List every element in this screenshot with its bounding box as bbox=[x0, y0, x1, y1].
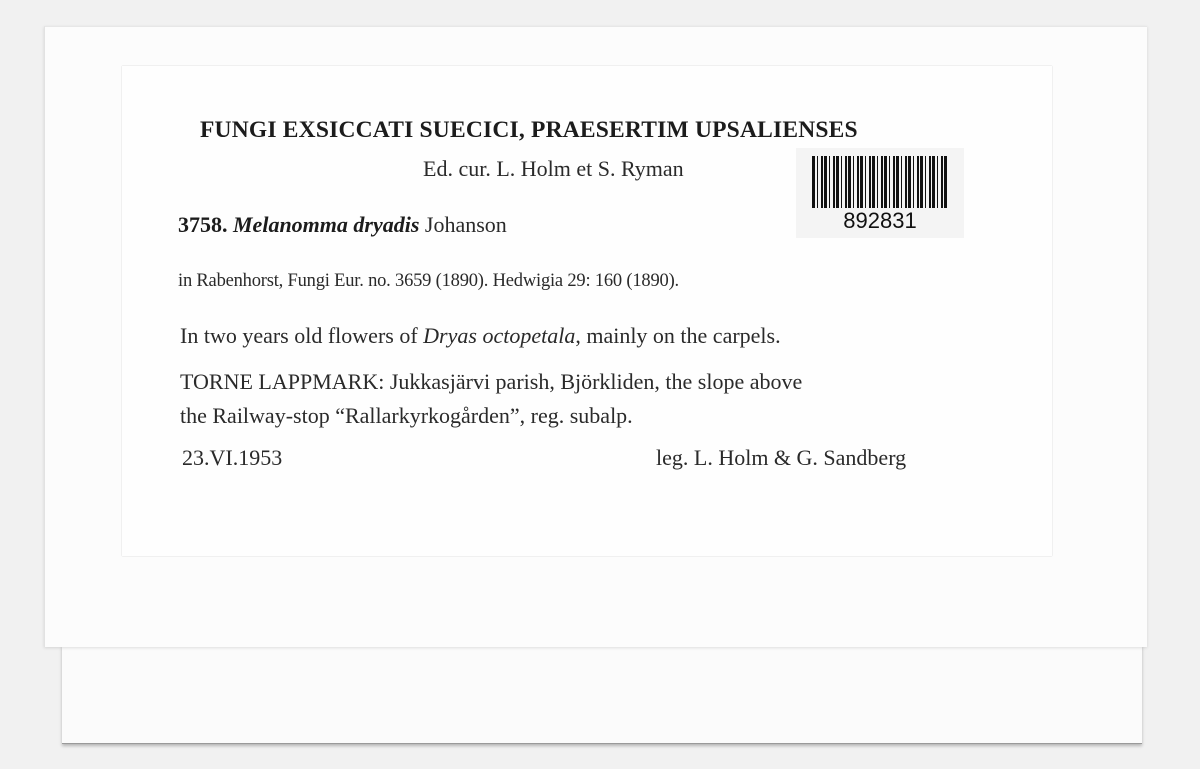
taxon-name: Melanomma dryadis bbox=[233, 212, 420, 237]
collectors: leg. L. Holm & G. Sandberg bbox=[656, 445, 907, 470]
barcode-label bbox=[796, 148, 964, 238]
habitat-prefix: In two years old flowers of bbox=[180, 323, 418, 348]
specimen-number: 3758. bbox=[178, 212, 228, 237]
backing-sheet bbox=[62, 645, 1142, 744]
barcode-bars bbox=[812, 156, 948, 208]
series-title: FUNGI EXSICCATI SUECICI, PRAESERTIM UPSALIENSES bbox=[200, 117, 858, 143]
editors-line: Ed. cur. L. Holm et S. Ryman bbox=[423, 156, 684, 181]
species-line bbox=[178, 212, 507, 238]
habitat-suffix: , mainly on the carpels. bbox=[575, 323, 781, 348]
publication-reference: in Rabenhorst, Fungi Eur. no. 3659 (1890). Hedwigia 29: 160 (1890). bbox=[178, 271, 679, 291]
locality-line-1: TORNE LAPPMARK: Jukkasjärvi parish, Björkliden, the slope above bbox=[180, 369, 803, 394]
habitat-line bbox=[180, 323, 781, 349]
host-name: Dryas octopetala bbox=[423, 323, 576, 348]
collection-date: 23.VI.1953 bbox=[182, 445, 283, 470]
taxon-author: Johanson bbox=[424, 212, 507, 237]
locality-line-2: the Railway-stop “Rallarkyrkogården”, reg. subalp. bbox=[180, 403, 633, 428]
barcode-number: 892831 bbox=[843, 208, 917, 233]
